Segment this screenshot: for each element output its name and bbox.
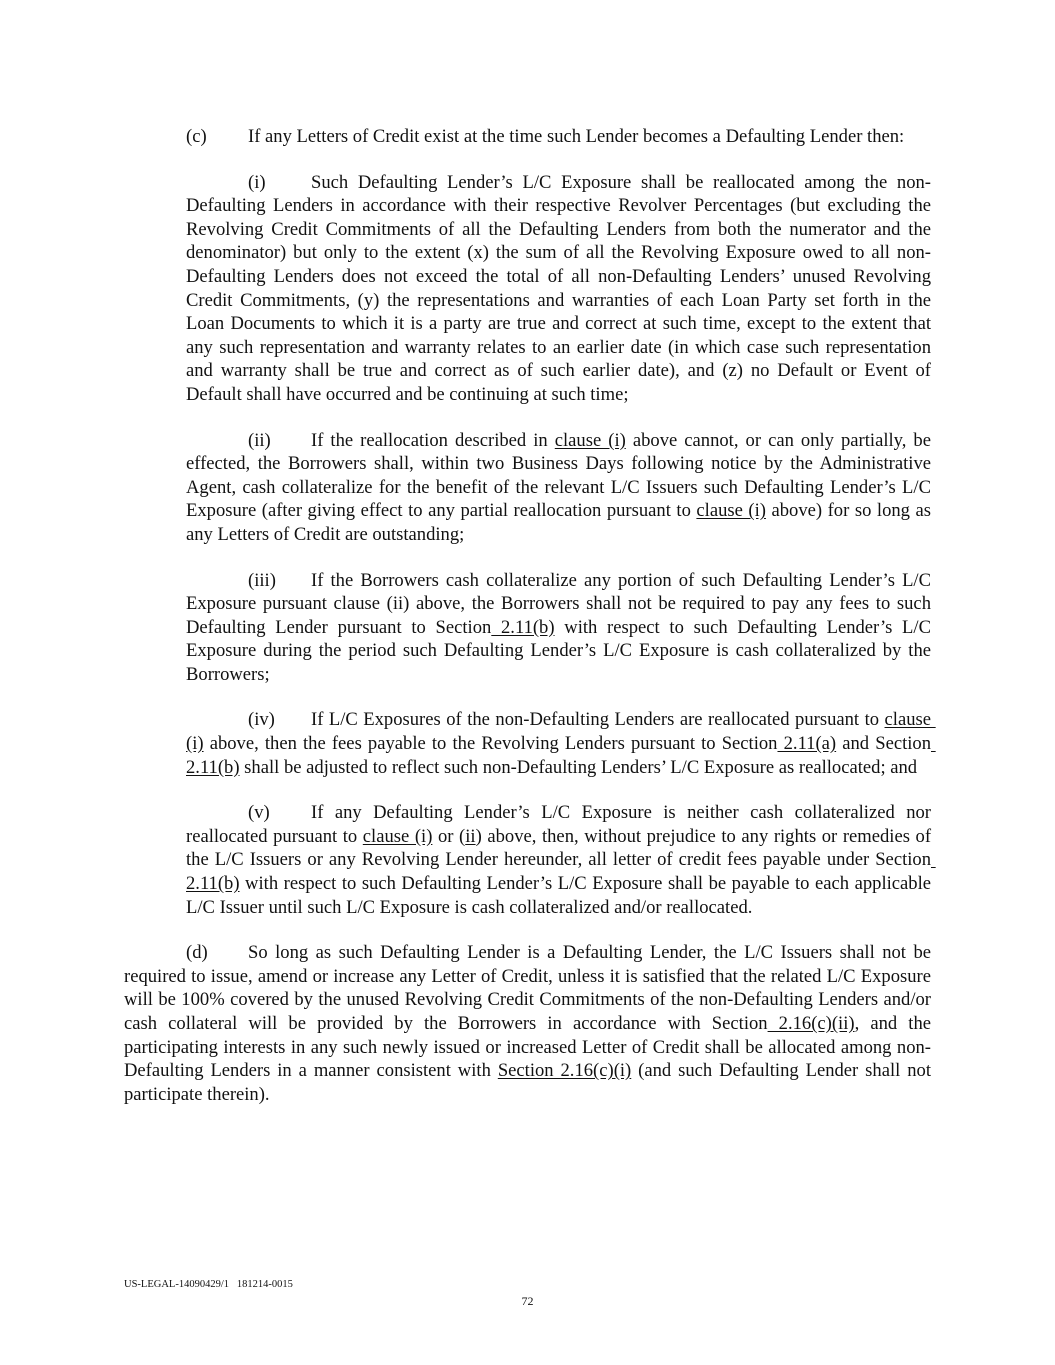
paragraph-text: with respect to such Defaulting Lender’s L/C Exposure shall be payable to each applicable L/C Issuer until such L/C Exposure is cash collateralized and/or reallocated. <box>186 873 936 918</box>
cross-reference: clause (i) <box>696 500 766 522</box>
paragraph-text: So long as such Defaulting Lender is a Defaulting Lender, the L/C Issuers shall not be required to issue, amend or increase any Letter of Credit, unless it is satisfied that the related L/C Exposure will be 100% covered by the unused Revolving Credit Commitments of the non-Defaulting Lenders and/or cash collateral will be provided by the Borrowers in accordance with Section <box>124 942 936 1034</box>
paragraph-label: (c) <box>186 126 207 147</box>
paragraph-text: Such Defaulting Lender’s L/C Exposure shall be reallocated among the non-Defaulting Lenders in accordance with their respective Revolver Percentages (but excluding the Revolving Credit Commitments of all the Defaulting Lenders from both the numerator and the denominator) but only to the extent (x) the sum of all the Revolving Exposure owed to all non-Defaulting Lenders does not exceed the total of all non-Defaulting Lenders’ unused Revolving Credit Commitments, (y) the representations and warranties of each Loan Party set forth in the Loan Documents to which it is a party are true and correct at such time, except to the extent that any such representation and warranty relates to an earlier date (in which case such representation and warranty shall be true and correct as of such earlier date), and (z) no Default or Event of Default shall have occurred and be continuing at such time; <box>186 171 936 405</box>
paragraph-text: , and the participating interests in any such newly issued or increased Letter of Credit shall be allocated among non-Defaulting Lenders in a manner consistent with <box>124 1013 936 1082</box>
paragraph-text: above) for so long as any Letters of Credit are outstanding; <box>186 500 936 545</box>
paragraph-text: If L/C Exposures of the non-Defaulting Lenders are reallocated pursuant to <box>311 709 885 731</box>
paragraph-i <box>186 171 936 407</box>
paragraph-d <box>124 941 936 1106</box>
document-id: US-LEGAL-14090429/1 181214-0015 <box>124 1279 293 1290</box>
paragraph-label: (iii) <box>248 569 276 591</box>
page-number: 72 <box>521 1294 534 1308</box>
paragraph-c <box>124 125 931 149</box>
cross-reference: 2.11(b) <box>186 733 936 778</box>
paragraph-label: (iv) <box>248 709 275 731</box>
paragraph-text: shall be adjusted to reflect such non-Defaulting Lenders’ L/C Exposure as reallocated; and <box>239 756 918 778</box>
paragraph-iv <box>186 708 936 779</box>
document-body <box>124 125 936 1128</box>
cross-reference: 2.11(b) <box>186 849 936 895</box>
cross-reference: Section 2.16(c)(i) <box>497 1060 632 1082</box>
cross-reference: 2.11(a) <box>777 733 837 755</box>
paragraph-ii <box>186 429 936 547</box>
paragraph-text: If the Borrowers cash collateralize any portion of such Defaulting Lender’s L/C Exposure pursuant clause (ii) above, the Borrowers shall not be required to pay any fees to such Defaulting Lender pursuant to Section <box>186 569 936 638</box>
paragraph-text: above, then the fees payable to the Revolving Lenders pursuant to Section <box>203 733 778 755</box>
paragraph-text: with respect to such Defaulting Lender’s L/C Exposure during the period such Defaulting Lender’s L/C Exposure is cash collateralized by the Borrowers; <box>186 616 936 685</box>
cross-reference: clause (i) <box>186 709 936 755</box>
cross-reference: clause (i) <box>362 825 433 847</box>
paragraph-text: and Section <box>836 733 931 755</box>
paragraph-label: (ii) <box>248 429 271 451</box>
paragraph-v <box>186 801 936 919</box>
paragraph-text: ) above, then, without prejudice to any rights or remedies of the L/C Issuers or any Revolving Lender hereunder, all letter of credit fees payable under Section <box>186 825 936 871</box>
paragraph-text: If any Letters of Credit exist at the time such Lender becomes a Defaulting Lender then: <box>248 126 905 147</box>
cross-reference: 2.11(b) <box>491 616 555 638</box>
cross-reference: 2.16(c)(ii) <box>767 1013 855 1034</box>
paragraph-text: above cannot, or can only partially, be effected, the Borrowers shall, within two Business Days following notice by the Administrative Agent, cash collateralize for the benefit of the relevant L/C Issuers such Defaulting Lender’s L/C Exposure (after giving effect to any partial reallocation pursuant to <box>186 429 936 522</box>
paragraph-text: (and such Defaulting Lender shall not participate therein). <box>124 1060 936 1105</box>
paragraph-text: or ( <box>432 825 466 847</box>
paragraph-text: If the reallocation described in <box>311 429 555 451</box>
cross-reference: ii <box>465 825 476 847</box>
paragraph-iii <box>186 569 936 687</box>
paragraph-label: (v) <box>248 802 270 824</box>
cross-reference: clause (i) <box>554 429 626 451</box>
paragraph-label: (d) <box>186 942 208 964</box>
paragraph-label: (i) <box>248 171 266 193</box>
paragraph-text: If any Defaulting Lender’s L/C Exposure is neither cash collateralized nor reallocated pursuant to <box>186 802 936 847</box>
